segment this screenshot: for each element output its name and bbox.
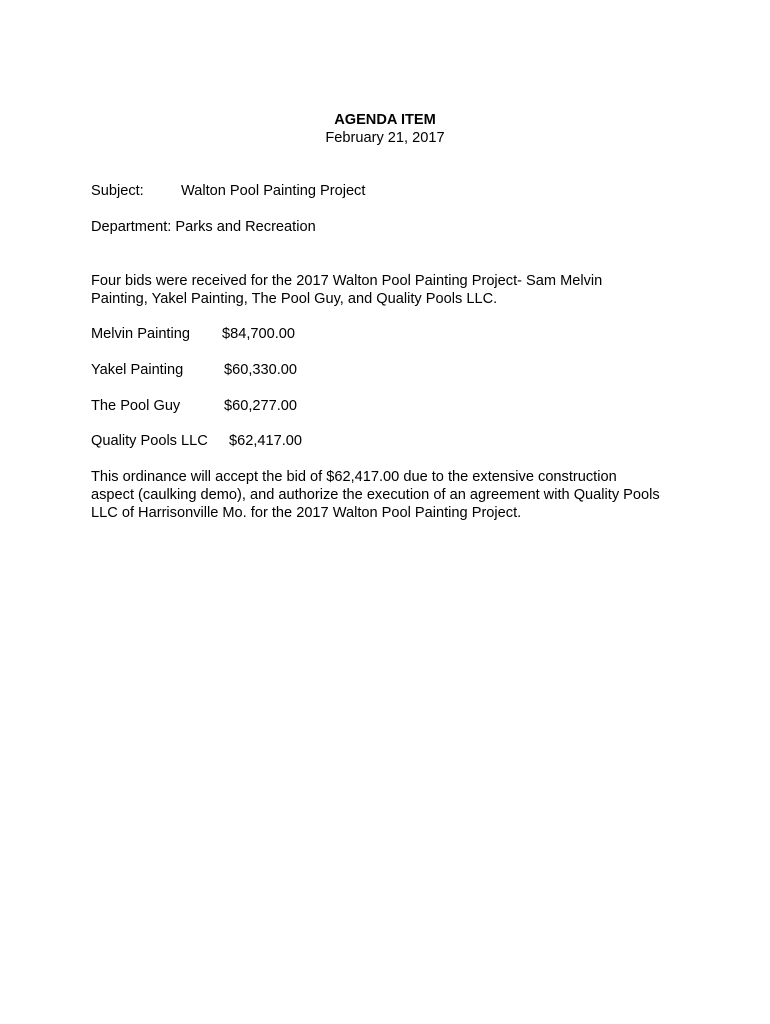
subject-label: Subject: [91,183,144,199]
document-date: February 21, 2017 [325,130,445,146]
bid-name: Melvin Painting [91,326,190,342]
conclusion-line: aspect (caulking demo), and authorize the execution of an agreement with Quality Pools [91,487,660,503]
conclusion-paragraph [91,468,701,522]
intro-line: Four bids were received for the 2017 Walton Pool Painting Project- Sam Melvin [91,273,603,289]
subject-line [91,182,365,200]
bid-row [91,325,295,343]
bid-amount: $60,330.00 [224,362,298,378]
bid-amount: $62,417.00 [229,433,303,449]
bid-row [91,397,297,415]
department-line: Department: Parks and Recreation [91,219,316,235]
document-title: AGENDA ITEM [334,112,436,128]
intro-paragraph [91,272,701,308]
conclusion-line: This ordinance will accept the bid of $62,417.00 due to the extensive construction [91,469,617,485]
document-header [0,111,770,147]
bid-amount: $84,700.00 [222,326,296,342]
bid-row [91,432,302,450]
bid-amount: $60,277.00 [224,398,298,414]
bid-name: Quality Pools LLC [91,433,208,449]
subject-value: Walton Pool Painting Project [181,183,366,199]
bid-row [91,361,297,379]
intro-line: Painting, Yakel Painting, The Pool Guy, and Quality Pools LLC. [91,291,498,307]
bid-name: Yakel Painting [91,362,184,378]
bid-name: The Pool Guy [91,398,181,414]
conclusion-line: LLC of Harrisonville Mo. for the 2017 Walton Pool Painting Project. [91,505,522,521]
